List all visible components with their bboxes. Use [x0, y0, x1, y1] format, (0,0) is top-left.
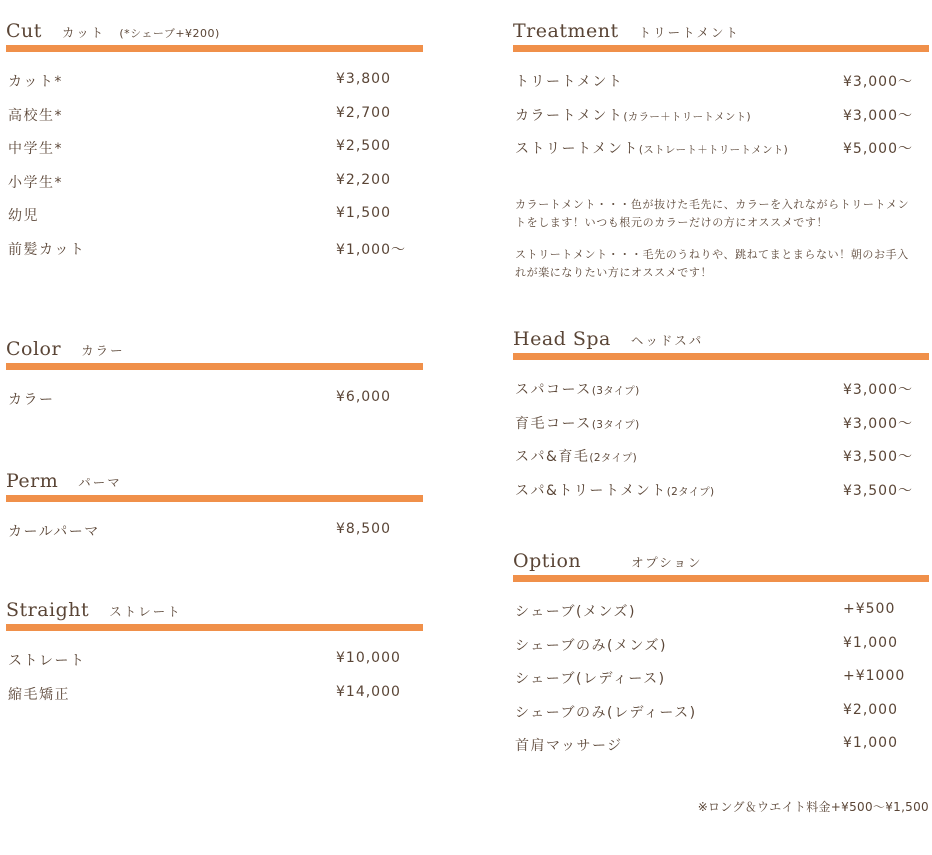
item-name: スパ&トリートメント(2タイプ): [515, 482, 715, 499]
item-name: 中学生*: [8, 141, 63, 158]
item-price: ¥2,000: [843, 701, 898, 718]
section-title: Cut: [6, 20, 42, 42]
surcharge-footnote: ※ロング＆ウエイト料金+¥500〜¥1,500: [697, 800, 929, 814]
section-divider: [513, 45, 929, 52]
item-name: 前髪カット: [8, 241, 86, 258]
item-price: ¥3,500〜: [843, 449, 913, 466]
item-name: 首肩マッサージ: [515, 738, 623, 755]
section-subtitle: パーマ: [78, 475, 122, 490]
item-price: ¥10,000: [336, 650, 401, 666]
item-price: ¥6,000: [336, 389, 391, 405]
price-list: [6, 71, 423, 273]
list-item: [513, 446, 929, 480]
list-item: [513, 138, 929, 172]
list-item: [6, 71, 423, 105]
price-list: [6, 389, 423, 423]
headspa-section: [513, 328, 929, 513]
section-divider: [6, 624, 423, 631]
item-name: 幼児: [8, 208, 39, 225]
section-subtitle: ヘッドスパ: [630, 333, 704, 348]
list-item: [513, 668, 929, 702]
list-item: [513, 635, 929, 669]
item-price: ¥3,000〜: [843, 74, 913, 90]
item-price: ¥8,500: [336, 521, 391, 537]
color-header: [6, 338, 423, 360]
item-price: ¥1,000: [843, 735, 898, 752]
perm-section: [6, 470, 423, 555]
section-title: Color: [6, 338, 62, 360]
item-name: シェーブのみ(レディース): [515, 704, 697, 721]
section-subtitle: カット: [61, 25, 106, 40]
item-price: ¥3,500〜: [843, 482, 913, 499]
list-item: [6, 239, 423, 273]
perm-header: [6, 470, 423, 492]
item-price: ¥3,000〜: [843, 382, 913, 398]
item-name: カラートメント(カラー＋トリートメント): [515, 107, 751, 124]
price-list: [513, 601, 929, 769]
item-price: ¥3,000〜: [843, 415, 913, 432]
list-item: [6, 205, 423, 239]
section-subtitle: トリートメント: [638, 25, 740, 40]
list-item: [6, 650, 423, 684]
item-name: ストリートメント(ストレート＋トリートメント): [515, 141, 788, 158]
item-price: ¥2,700: [336, 104, 391, 121]
option-header: [513, 550, 929, 572]
list-item: [6, 105, 423, 139]
section-title: Head Spa: [513, 328, 611, 350]
price-list: [513, 379, 929, 513]
straight-header: [6, 599, 423, 621]
list-item: [513, 702, 929, 736]
item-price: ¥1,000: [843, 634, 898, 651]
item-name: 小学生*: [8, 174, 63, 191]
item-price: ¥1,000〜: [336, 241, 406, 258]
section-subtitle: ストレート: [109, 604, 182, 619]
item-name: スパ&育毛(2タイプ): [515, 449, 638, 466]
item-name: カラー: [8, 392, 55, 408]
item-name: スパコース(3タイプ): [515, 382, 640, 398]
price-list: [513, 71, 929, 172]
item-price: ¥2,500: [336, 138, 391, 155]
item-name: シェーブ(メンズ): [515, 604, 637, 620]
item-price: +¥1000: [843, 668, 906, 685]
treatment-section: [513, 20, 929, 296]
headspa-header: [513, 328, 929, 350]
color-section: [6, 338, 423, 423]
section-title: Perm: [6, 470, 59, 492]
section-divider: [6, 495, 423, 502]
list-item: [513, 480, 929, 514]
straight-section: [6, 599, 423, 717]
item-name: ストレート: [8, 653, 86, 669]
section-subtitle: オプション: [631, 555, 703, 570]
section-title: Treatment: [513, 20, 619, 42]
section-subtitle: カラー: [81, 343, 125, 358]
list-item: [513, 379, 929, 413]
item-price: ¥14,000: [336, 683, 401, 700]
list-item: [513, 71, 929, 105]
list-item: [513, 735, 929, 769]
section-divider: [513, 575, 929, 582]
list-item: [6, 138, 423, 172]
list-item: [6, 521, 423, 555]
list-item: [513, 105, 929, 139]
price-list: [6, 521, 423, 555]
section-title: Option: [513, 550, 582, 572]
section-divider: [6, 45, 423, 52]
treatment-description: カラートメント・・・色が抜けた毛先に、カラーを入れながらトリートメントをします！いつも根元のカラーだけの方にオススメです！: [515, 197, 910, 229]
item-price: ¥3,800: [336, 71, 391, 87]
item-name: シェーブ(レディース): [515, 671, 666, 688]
item-price: ¥1,500: [336, 205, 391, 222]
cut-section: [6, 20, 423, 273]
price-list: [6, 650, 423, 717]
item-name: カット*: [8, 74, 63, 90]
item-name: シェーブのみ(メンズ): [515, 637, 668, 654]
item-name: カールパーマ: [8, 524, 100, 540]
list-item: [513, 413, 929, 447]
option-section: [513, 550, 929, 769]
list-item: [6, 172, 423, 206]
item-name: 育毛コース(3タイプ): [515, 415, 640, 432]
list-item: [6, 389, 423, 423]
treatment-header: [513, 20, 929, 42]
section-note: (*シェーブ+¥200): [119, 27, 220, 40]
cut-header: [6, 20, 423, 42]
list-item: [6, 684, 423, 718]
item-price: ¥5,000〜: [843, 141, 913, 158]
list-item: [513, 601, 929, 635]
section-divider: [513, 353, 929, 360]
item-name: トリートメント: [515, 74, 624, 90]
item-name: 高校生*: [8, 107, 63, 124]
item-name: 縮毛矯正: [8, 686, 70, 703]
treatment-description: ストリートメント・・・毛先のうねりや、跳ねてまとまらない！朝のお手入れが楽になりたい方にオススメです！: [515, 247, 909, 279]
section-divider: [6, 363, 423, 370]
item-price: ¥3,000〜: [843, 107, 913, 124]
item-price: ¥2,200: [336, 171, 391, 188]
item-price: +¥500: [843, 601, 896, 617]
section-title: Straight: [6, 599, 90, 621]
